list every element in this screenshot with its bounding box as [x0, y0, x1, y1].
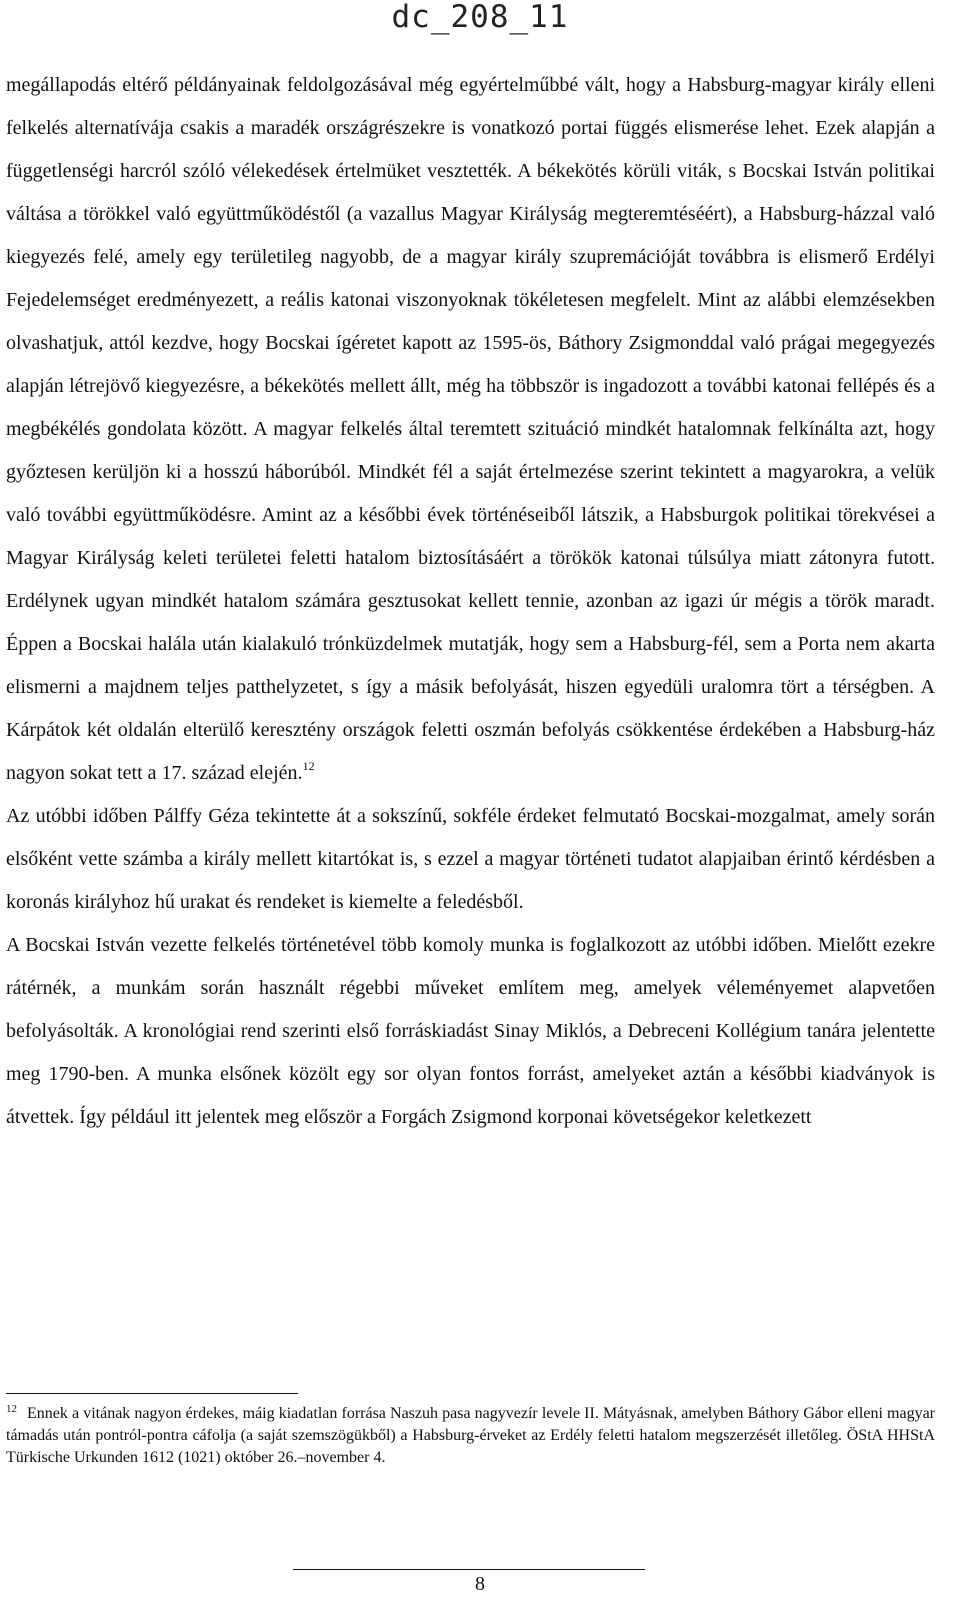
footnote-separator [6, 1393, 298, 1394]
footnote-reference[interactable]: 12 [302, 759, 315, 773]
paragraph-2: Az utóbbi időben Pálffy Géza tekintette át a sokszínű, sokféle érdeket felmutató Bocskai-mozgalmat, amely során elsőként vette számba a király mellett kitartókat is, s ezzel a magyar történeti tudatot alapjaiban érintő kérdésben a koronás királyhoz hű urakat és rendeket is kiemelte a feledésből. [6, 805, 935, 913]
paragraph-1 [6, 64, 935, 795]
footnote [6, 1403, 935, 1469]
paragraph-1-text: megállapodás eltérő példányainak feldolgozásával még egyértelműbbé vált, hogy a Habsburg-magyar király elleni felkelés alternatívája csakis a maradék országrészekre is vonatkozó portai függés elismerése lehet. Ezek alapján a függetlenségi harcról szóló vélekedések értelmüket vesztették. A békekötés körüli viták, s Bocskai István politikai váltása a törökkel való együttműködéstől (a vazallus Magyar Királyság megteremtéséért), a Habsburg-házzal való kiegyezés felé, amely egy területileg nagyobb, de a magyar király szupremációját továbbra is elismerő Erdélyi Fejedelemséget eredményezett, a reális katonai viszonyoknak tökéletesen megfelelt. Mint az alábbi elemzésekben olvashatjuk, attól kezdve, hogy Bocskai ígéretet kapott az 1595-ös, Báthory Zsigmonddal való prágai megegyezés alapján létrejövő kiegyezésre, a békekötés mellett állt, még ha többször is ingadozott a további katonai fellépés és a megbékélés gondolata között. A magyar felkelés által teremtett szituáció mindkét hatalomnak felkínálta azt, hogy győztesen kerüljön ki a hosszú háborúból. Mindkét fél a saját értelmezése szerint tekintett a magyarokra, a velük való további együttműködésre. Amint az a későbbi évek történéseiből látszik, a Habsburgok politikai törekvései a Magyar Királyság keleti területei feletti hatalom biztosításáért a törökök katonai túlsúlya miatt zátonyra futott. Erdélynek ugyan mindkét hatalom számára gesztusokat kellett tennie, azonban az igazi úr mégis a török maradt. Éppen a Bocskai halála után kialakuló trónküzdelmek mutatják, hogy sem a Habsburg-fél, sem a Porta nem akarta elismerni a majdnem teljes patthelyzetet, s így a másik befolyását, hiszen egyedüli uralomra tört a térségben. A Kárpátok két oldalán elterülő keresztény országok feletti oszmán befolyás csökkentése érdekében a Habsburg-ház nagyon sokat tett a 17. század elején. [6, 74, 935, 784]
page-number: 8 [475, 1573, 485, 1595]
body-text [6, 64, 935, 1139]
paragraph-3: A Bocskai István vezette felkelés történetével több komoly munka is foglalkozott az utóbbi időben. Mielőtt ezekre rátérnék, a munkám során használt régebbi műveket említem meg, amelyek véleményemet alapvetően befolyásolták. A kronológiai rend szerinti első forráskiadást Sinay Miklós, a Debreceni Kollégium tanára jelentette meg 1790-ben. A munka elsőnek közölt egy sor olyan fontos forrást, amelyeket aztán a későbbi kiadványok is átvettek. Így például itt jelentek meg először a Forgách Zsigmond korponai követségekor keletkezett [6, 934, 935, 1128]
footnote-number: 12 [6, 1403, 17, 1415]
document-id-header: dc_208_11 [391, 0, 569, 35]
footer-rule [293, 1569, 645, 1570]
footnote-text: Ennek a vitának nagyon érdekes, máig kiadatlan forrása Naszuh pasa nagyvezír levele II. Mátyásnak, amelyben Báthory Gábor elleni magyar támadás után pontról-pontra cáfolja (a saját szemszögükből) a Habsburg-érveket az Erdély feletti hatalom megszerzését illetőleg. ÖStA HHStA Türkische Urkunden 1612 (1021) október 26.–november 4. [6, 1405, 935, 1466]
